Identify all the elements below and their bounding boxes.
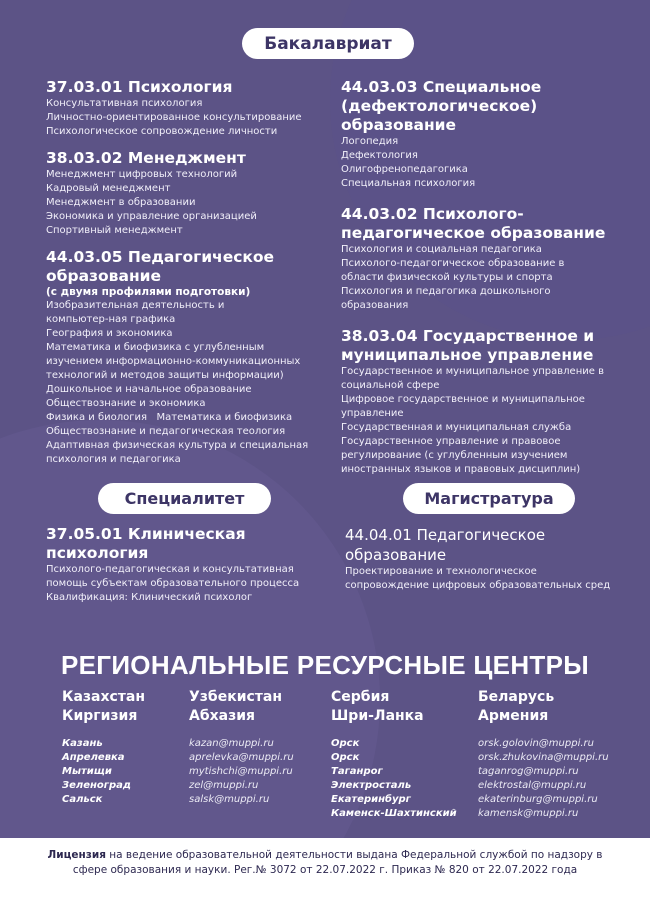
region-column-4 — [478, 688, 643, 821]
email-link[interactable]: orsk.zhukovina@muppi.ru — [478, 752, 609, 763]
email-link[interactable]: kamensk@muppi.ru — [478, 808, 579, 819]
city-item: Орск — [331, 738, 360, 749]
profile-item: Специальная психология — [341, 178, 476, 189]
city-item: Электросталь — [331, 780, 412, 791]
license-footer — [0, 838, 650, 905]
profile-item: Психолого-педагогическая и консультативная — [46, 564, 294, 575]
region-column-2 — [189, 688, 329, 807]
profile-item: Менеджмент в образовании — [46, 197, 196, 208]
program-management — [46, 149, 331, 238]
country-name: Беларусь — [478, 689, 555, 705]
program-state-management — [341, 327, 631, 477]
country-name: Шри-Ланка — [331, 708, 424, 724]
profile-item: Физика и биология Математика и биофизика — [46, 412, 293, 423]
profile-item: Квалификация: Клинический психолог — [46, 592, 253, 603]
country-name: Сербия — [331, 689, 390, 705]
profile-item: Психолого-педагогическое образование в — [341, 258, 565, 269]
profile-item: Дефектология — [341, 150, 418, 161]
profile-item: компьютер-ная графика — [46, 314, 176, 325]
city-item: Екатеринбург — [331, 794, 411, 805]
bachelor-right-column — [341, 78, 631, 487]
country-name: Казахстан — [62, 689, 146, 705]
email-link[interactable]: taganrog@muppi.ru — [478, 766, 579, 777]
program-title: 44.03.02 Психолого-педагогическое образование — [341, 205, 606, 242]
program-title: 37.03.01 Психология — [46, 78, 233, 96]
profile-item: сопровождение цифровых образовательных сред — [345, 580, 611, 591]
program-psych-ped-education — [341, 205, 631, 313]
profile-item: управление — [341, 408, 404, 419]
email-link[interactable]: elektrostal@muppi.ru — [478, 780, 587, 791]
profile-item: Изобразительная деятельность и — [46, 300, 225, 311]
email-link[interactable]: kazan@muppi.ru — [189, 738, 274, 749]
city-item: Казань — [62, 738, 103, 749]
bachelor-left-column — [46, 78, 331, 477]
profile-item: образования — [341, 300, 409, 311]
regional-centers-title: РЕГИОНАЛЬНЫЕ РЕСУРСНЫЕ ЦЕНТРЫ — [61, 650, 589, 680]
email-link[interactable]: aprelevka@muppi.ru — [189, 752, 294, 763]
profile-item: Консультативная психология — [46, 98, 203, 109]
program-title: 44.03.05 Педагогическое образование — [46, 248, 275, 285]
profile-item: Спортивный менеджмент — [46, 225, 183, 236]
profile-item: области физической культуры и спорта — [341, 272, 553, 283]
profile-item: Менеджмент цифровых технологий — [46, 169, 238, 180]
license-label: Лицензия — [47, 849, 106, 861]
profile-item: Экономика и управление организацией — [46, 211, 257, 222]
master-heading: Магистратура — [403, 483, 575, 514]
city-item: Орск — [331, 752, 360, 763]
city-item: Зеленоград — [62, 780, 131, 791]
program-title: 37.05.01 Клиническая психология — [46, 525, 246, 562]
profile-item: изучением информационно-коммуникационных — [46, 356, 301, 367]
country-name: Киргизия — [62, 708, 138, 724]
profile-item: Обществознание и экономика — [46, 398, 206, 409]
profile-item: Математика и биофизика с углубленным — [46, 342, 265, 353]
profile-item: психология и педагогика — [46, 454, 181, 465]
country-name: Абхазия — [189, 708, 256, 724]
program-psychology — [46, 78, 331, 139]
program-title: 44.04.01 Педагогическое образование — [345, 526, 546, 564]
country-name: Армения — [478, 708, 549, 724]
profile-item: География и экономика — [46, 328, 173, 339]
specialist-heading: Специалитет — [98, 483, 271, 514]
profile-item: помощь субъектам образовательного процесса — [46, 578, 300, 589]
bachelor-heading: Бакалавриат — [242, 28, 414, 59]
city-item: Апрелевка — [62, 752, 125, 763]
profile-item: социальной сфере — [341, 380, 440, 391]
country-name: Узбекистан — [189, 689, 283, 705]
email-link[interactable]: orsk.golovin@muppi.ru — [478, 738, 594, 749]
specialist-program — [46, 525, 331, 605]
profile-item: Проектирование и технологическое — [345, 566, 537, 577]
profile-item: Государственное и муниципальное управление в — [341, 366, 604, 377]
region-column-1 — [62, 688, 187, 807]
email-link[interactable]: mytishchi@muppi.ru — [189, 766, 293, 777]
profile-item: Логопедия — [341, 136, 399, 147]
profile-item: Государственное управление и правовое — [341, 436, 561, 447]
program-title: 44.03.03 Специальное (дефектологическое) образование — [341, 78, 542, 134]
profile-item: Цифровое государственное и муниципальное — [341, 394, 585, 405]
city-item: Сальск — [62, 794, 103, 805]
city-item: Мытищи — [62, 766, 112, 777]
profile-item: Адаптивная физическая культура и специальная — [46, 440, 309, 451]
program-pedagogical-education — [46, 248, 331, 467]
profile-item: Психология и социальная педагогика — [341, 244, 542, 255]
profile-item: Психология и педагогика дошкольного — [341, 286, 551, 297]
profile-item: Обществознание и педагогическая теология — [46, 426, 286, 437]
region-column-3 — [331, 688, 476, 821]
profile-item: Государственная и муниципальная служба — [341, 422, 572, 433]
email-link[interactable]: ekaterinburg@muppi.ru — [478, 794, 598, 805]
master-program — [345, 525, 635, 593]
program-title: 38.03.04 Государственное и муниципальное управление — [341, 327, 595, 364]
city-item: Каменск-Шахтинский — [331, 808, 457, 819]
profile-item: Личностно-ориентированное консультирование — [46, 112, 302, 123]
program-subtitle: (с двумя профилями подготовки) — [46, 286, 251, 298]
email-link[interactable]: salsk@muppi.ru — [189, 794, 270, 805]
profile-item: Дошкольное и начальное образование — [46, 384, 252, 395]
program-title: 38.03.02 Менеджмент — [46, 149, 246, 167]
profile-item: Олигофренопедагогика — [341, 164, 468, 175]
program-special-education — [341, 78, 631, 191]
license-text: на ведение образовательной деятельности выдана Федеральной службой по надзору в сфере образования и науки. Рег.№ 3072 от 22.07.2022 г. Приказ № 820 от 22.07.2022 года — [72, 849, 603, 876]
profile-item: технологий и методов защиты информации) — [46, 370, 284, 381]
email-link[interactable]: zel@muppi.ru — [189, 780, 259, 791]
profile-item: регулирование (с углубленным изучением — [341, 450, 568, 461]
profile-item: Кадровый менеджмент — [46, 183, 171, 194]
profile-item: иностранных языков и правовых дисциплин) — [341, 464, 581, 475]
profile-item: Психологическое сопровождение личности — [46, 126, 278, 137]
city-item: Таганрог — [331, 766, 383, 777]
